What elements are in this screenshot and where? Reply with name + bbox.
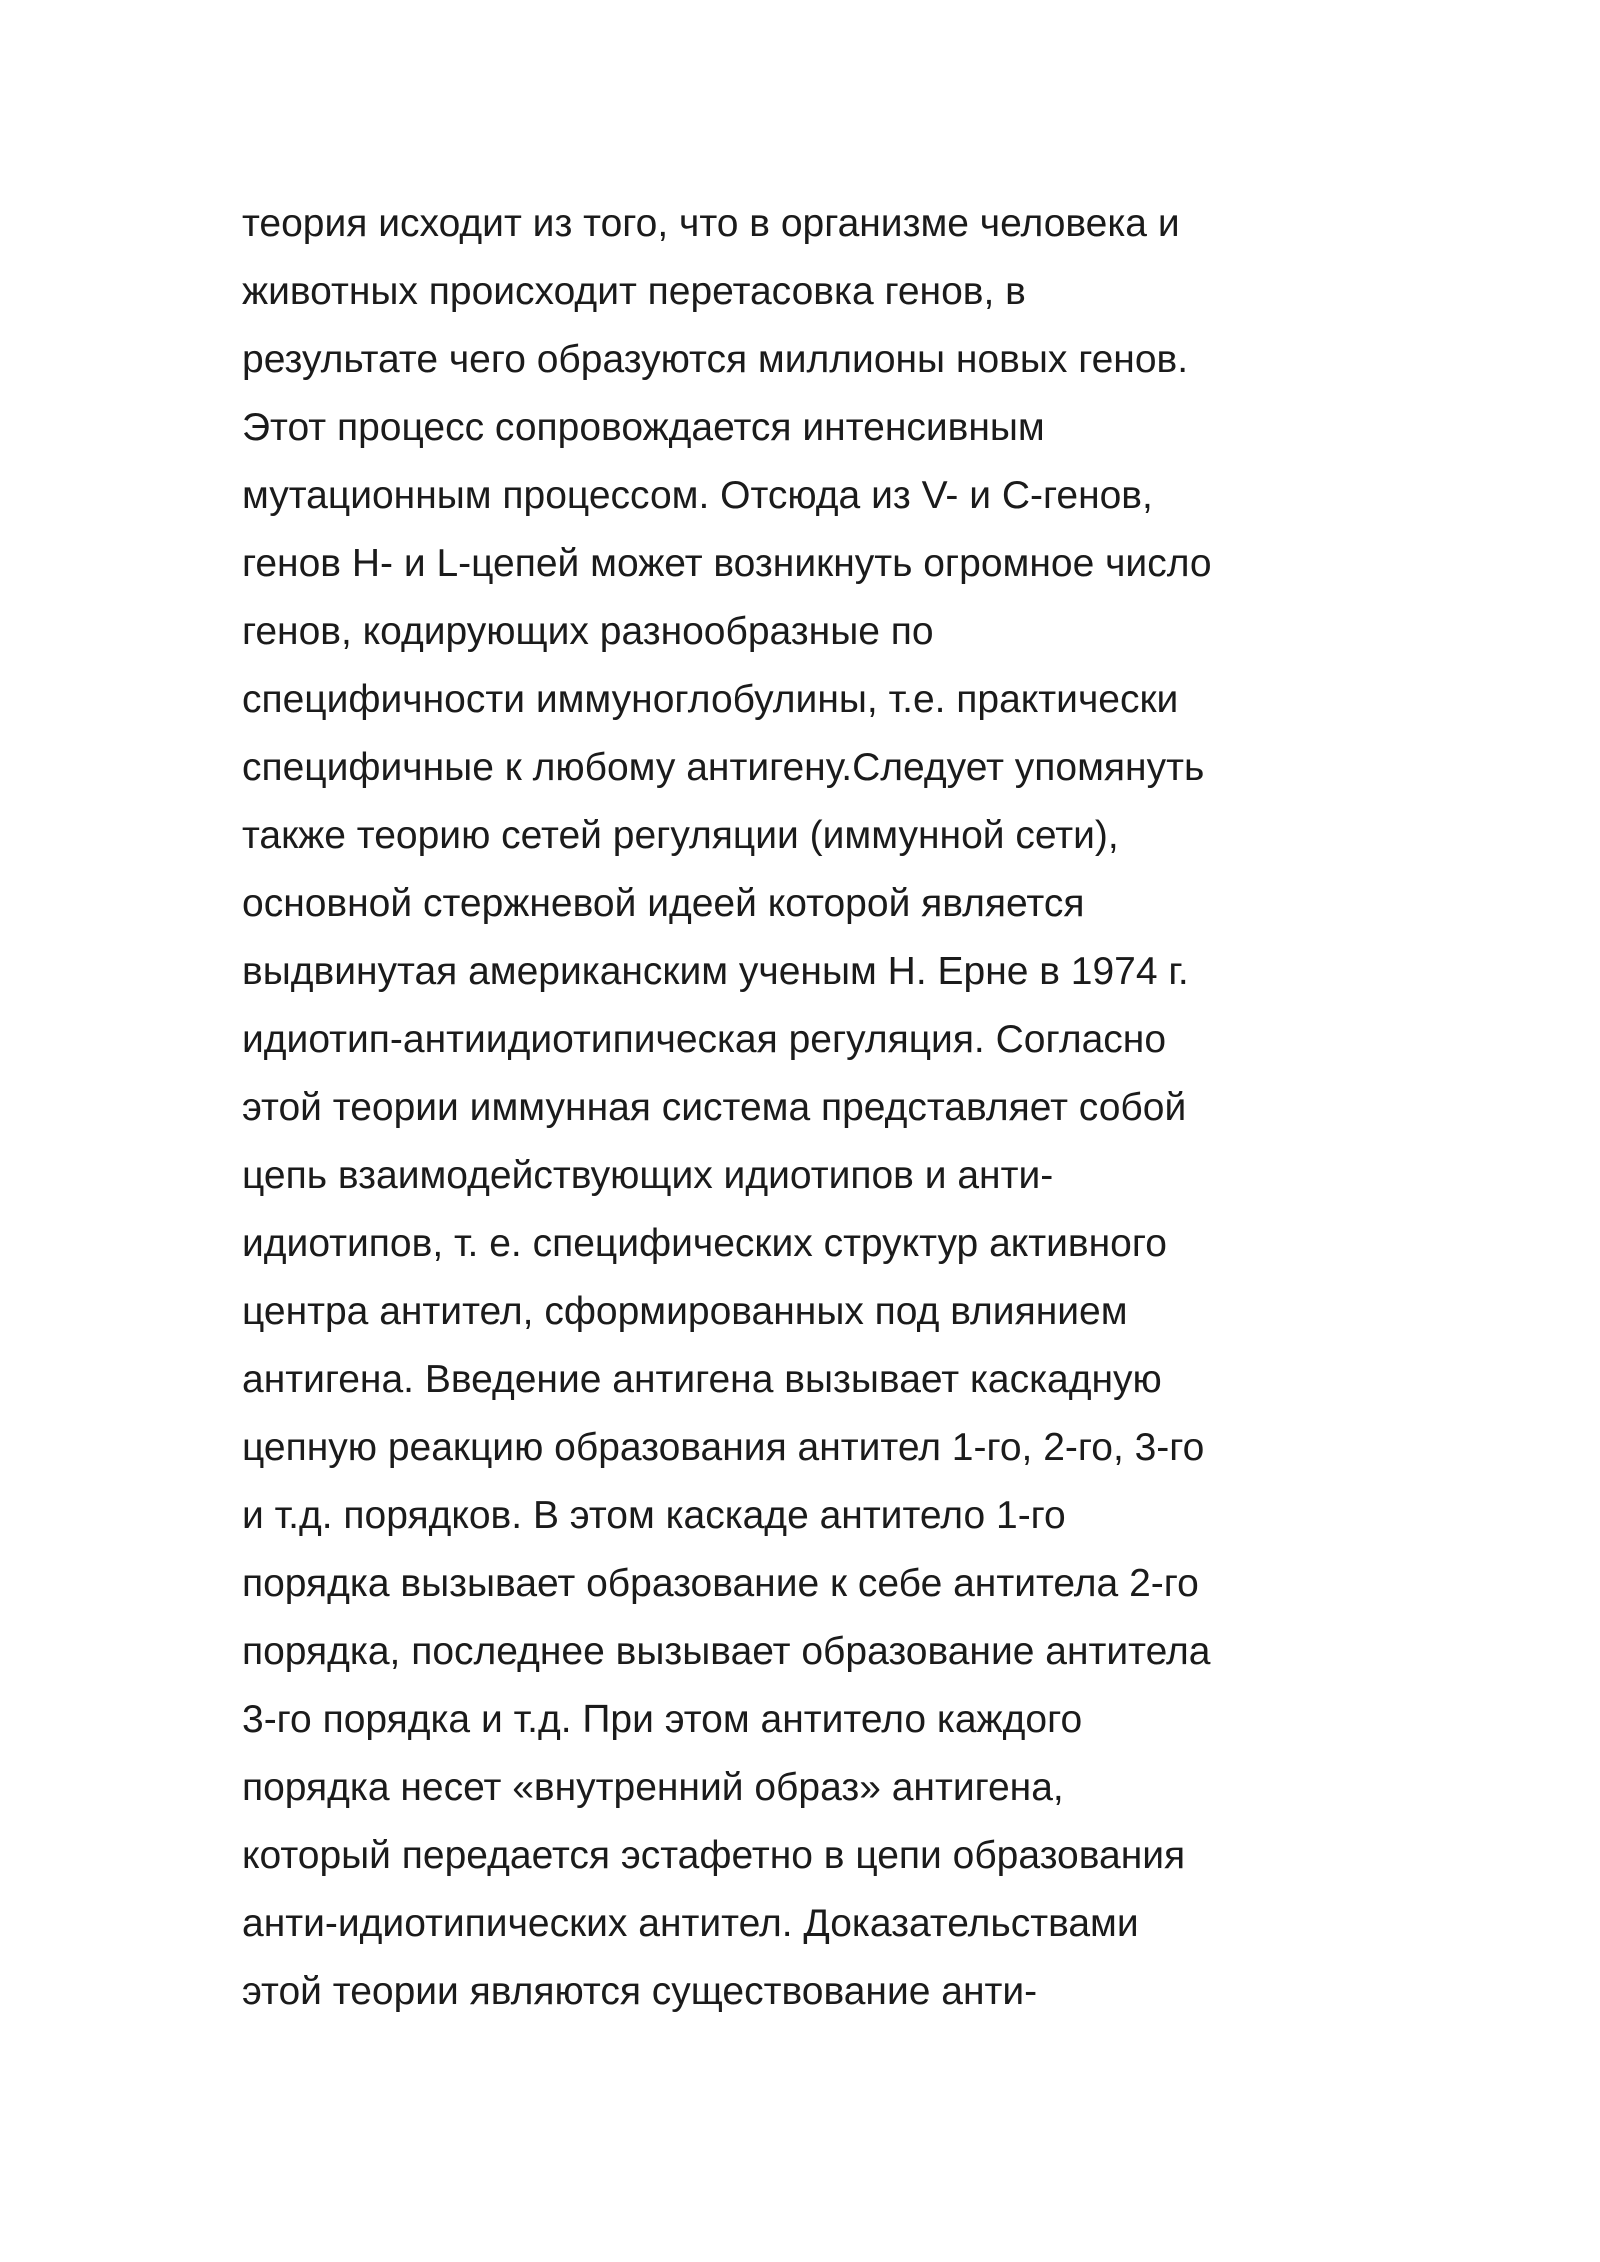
text-line: мутационным процессом. Отсюда из V- и С-генов, bbox=[242, 474, 1153, 517]
text-line: выдвинутая американским ученым Н. Ерне в 1974 г. bbox=[242, 950, 1189, 993]
text-line: порядка вызывает образование к себе антитела 2-го bbox=[242, 1562, 1199, 1605]
text-line: животных происходит перетасовка генов, в bbox=[242, 270, 1026, 313]
text-line: результате чего образуются миллионы новых генов. bbox=[242, 338, 1189, 381]
text-line: и т.д. порядков. В этом каскаде антитело 1-го bbox=[242, 1494, 1066, 1537]
text-line: генов, кодирующих разнообразные по bbox=[242, 610, 934, 653]
text-line: порядка несет «внутренний образ» антигена, bbox=[242, 1766, 1064, 1809]
text-line: антигена. Введение антигена вызывает каскадную bbox=[242, 1358, 1162, 1401]
text-line: также теорию сетей регуляции (иммунной сети), bbox=[242, 814, 1119, 857]
text-line: центра антител, сформированных под влиянием bbox=[242, 1290, 1128, 1333]
text-line: этой теории являются существование анти- bbox=[242, 1970, 1038, 2013]
text-line: Этот процесс сопровождается интенсивным bbox=[242, 406, 1045, 449]
text-line: специфичности иммуноглобулины, т.е. практически bbox=[242, 678, 1179, 721]
text-line: генов Н- и L-цепей может возникнуть огромное число bbox=[242, 542, 1212, 585]
text-line: основной стержневой идеей которой является bbox=[242, 882, 1085, 925]
text-line: анти-идиотипических антител. Доказательствами bbox=[242, 1902, 1139, 1945]
text-line: порядка, последнее вызывает образование антитела bbox=[242, 1630, 1211, 1673]
text-line: цепь взаимодействующих идиотипов и анти- bbox=[242, 1154, 1054, 1197]
text-line: 3-го порядка и т.д. При этом антитело каждого bbox=[242, 1698, 1083, 1741]
text-line: специфичные к любому антигену.Следует упомянуть bbox=[242, 746, 1205, 789]
text-line: этой теории иммунная система представляет собой bbox=[242, 1086, 1187, 1129]
text-line: идиотипов, т. е. специфических структур активного bbox=[242, 1222, 1167, 1265]
text-line: идиотип-антиидиотипическая регуляция. Согласно bbox=[242, 1018, 1167, 1061]
body-text bbox=[242, 190, 1382, 2026]
text-line: который передается эстафетно в цепи образования bbox=[242, 1834, 1186, 1877]
text-line: теория исходит из того, что в организме человека и bbox=[242, 202, 1180, 245]
text-line: цепную реакцию образования антител 1-го, 2-го, 3-го bbox=[242, 1426, 1205, 1469]
